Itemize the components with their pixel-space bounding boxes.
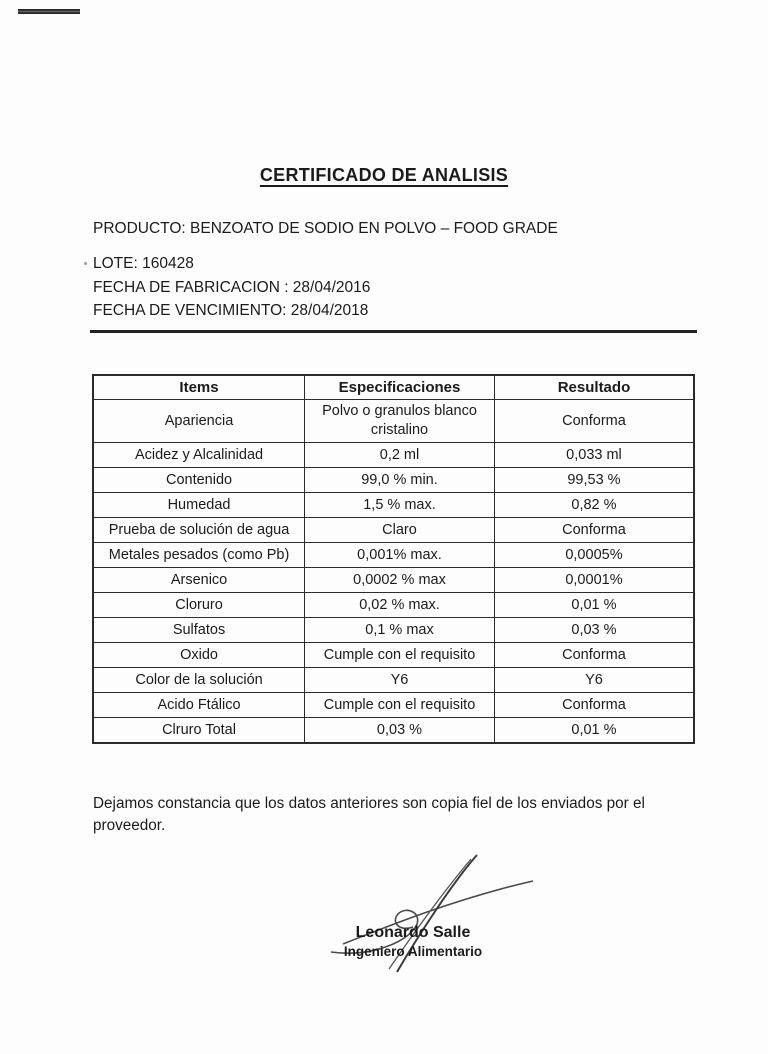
table-cell: 0,0005%: [494, 543, 694, 568]
table-row: [93, 400, 694, 443]
footer-note: Dejamos constancia que los datos anteriores son copia fiel de los enviados por el proveedor.: [93, 795, 645, 834]
lot-info-block: [93, 252, 370, 323]
table-cell: 99,0 % min.: [305, 468, 495, 493]
table-cell: 0,02 % max.: [305, 593, 495, 618]
table-row: [93, 493, 694, 518]
table-cell: Conforma: [494, 693, 694, 718]
table-cell: Conforma: [494, 400, 694, 443]
table-cell: Acido Ftálico: [93, 693, 305, 718]
table-cell: 0,01 %: [494, 593, 694, 618]
table-cell: Cumple con el requisito: [305, 643, 495, 668]
table-cell: Cumple con el requisito: [305, 693, 495, 718]
table-cell: Contenido: [93, 468, 305, 493]
table-cell: 0,82 %: [494, 493, 694, 518]
table-cell: 0,01 %: [494, 718, 694, 744]
spec-table-body: [93, 400, 694, 744]
table-cell: Y6: [494, 668, 694, 693]
table-cell: Polvo o granulos blanco cristalino: [305, 400, 495, 443]
table-cell: 0,0002 % max: [305, 568, 495, 593]
table-row: [93, 693, 694, 718]
signer-title: Ingeniero Alimentario: [343, 944, 483, 959]
fabrication-date-line: FECHA DE FABRICACION : 28/04/2016: [93, 278, 371, 296]
table-cell: 0,033 ml: [494, 443, 694, 468]
table-cell: Humedad: [93, 493, 305, 518]
table-cell: 99,53 %: [494, 468, 694, 493]
table-cell: Prueba de solución de agua: [93, 518, 305, 543]
table-header-row: [93, 375, 694, 400]
table-row: [93, 593, 694, 618]
lot-line: LOTE: 160428: [93, 255, 194, 272]
table-row: [93, 643, 694, 668]
table-cell: Conforma: [494, 518, 694, 543]
table-cell: Color de la solución: [93, 668, 305, 693]
expiry-date-line: FECHA DE VENCIMIENTO: 28/04/2018: [93, 302, 369, 319]
table-cell: Arsenico: [93, 568, 305, 593]
scan-artifact-dash: [18, 9, 80, 14]
table-cell: Cloruro: [93, 593, 305, 618]
table-cell: 0,001% max.: [305, 543, 495, 568]
table-cell: 0,2 ml: [305, 443, 495, 468]
table-cell: Acidez y Alcalinidad: [93, 443, 305, 468]
table-cell: 1,5 % max.: [305, 493, 495, 518]
scan-artifact-dot: [84, 262, 87, 265]
table-cell: Apariencia: [93, 400, 305, 443]
table-row: [93, 618, 694, 643]
table-cell: Clruro Total: [93, 718, 305, 744]
signature-block: [288, 848, 538, 978]
table-cell: Oxido: [93, 643, 305, 668]
signer-name: Leonardo Salle: [355, 924, 471, 941]
table-row: [93, 718, 694, 744]
table-header-cell: Items: [93, 375, 305, 400]
table-cell: Sulfatos: [93, 618, 305, 643]
table-row: [93, 443, 694, 468]
table-cell: 0,0001%: [494, 568, 694, 593]
table-cell: 0,03 %: [305, 718, 495, 744]
spec-table: [92, 374, 695, 744]
table-row: [93, 468, 694, 493]
table-header-cell: Resultado: [494, 375, 694, 400]
table-cell: Claro: [305, 518, 495, 543]
table-row: [93, 668, 694, 693]
divider-rule: [90, 330, 697, 333]
table-cell: Y6: [305, 668, 495, 693]
table-row: [93, 568, 694, 593]
table-row: [93, 543, 694, 568]
product-line: PRODUCTO: BENZOATO DE SODIO EN POLVO – FOOD GRADE: [93, 220, 558, 237]
table-cell: 0,03 %: [494, 618, 694, 643]
document-title: CERTIFICADO DE ANALISIS: [259, 165, 509, 185]
table-cell: Conforma: [494, 643, 694, 668]
table-cell: 0,1 % max: [305, 618, 495, 643]
table-row: [93, 518, 694, 543]
table-cell: Metales pesados (como Pb): [93, 543, 305, 568]
table-header-cell: Especificaciones: [305, 375, 495, 400]
